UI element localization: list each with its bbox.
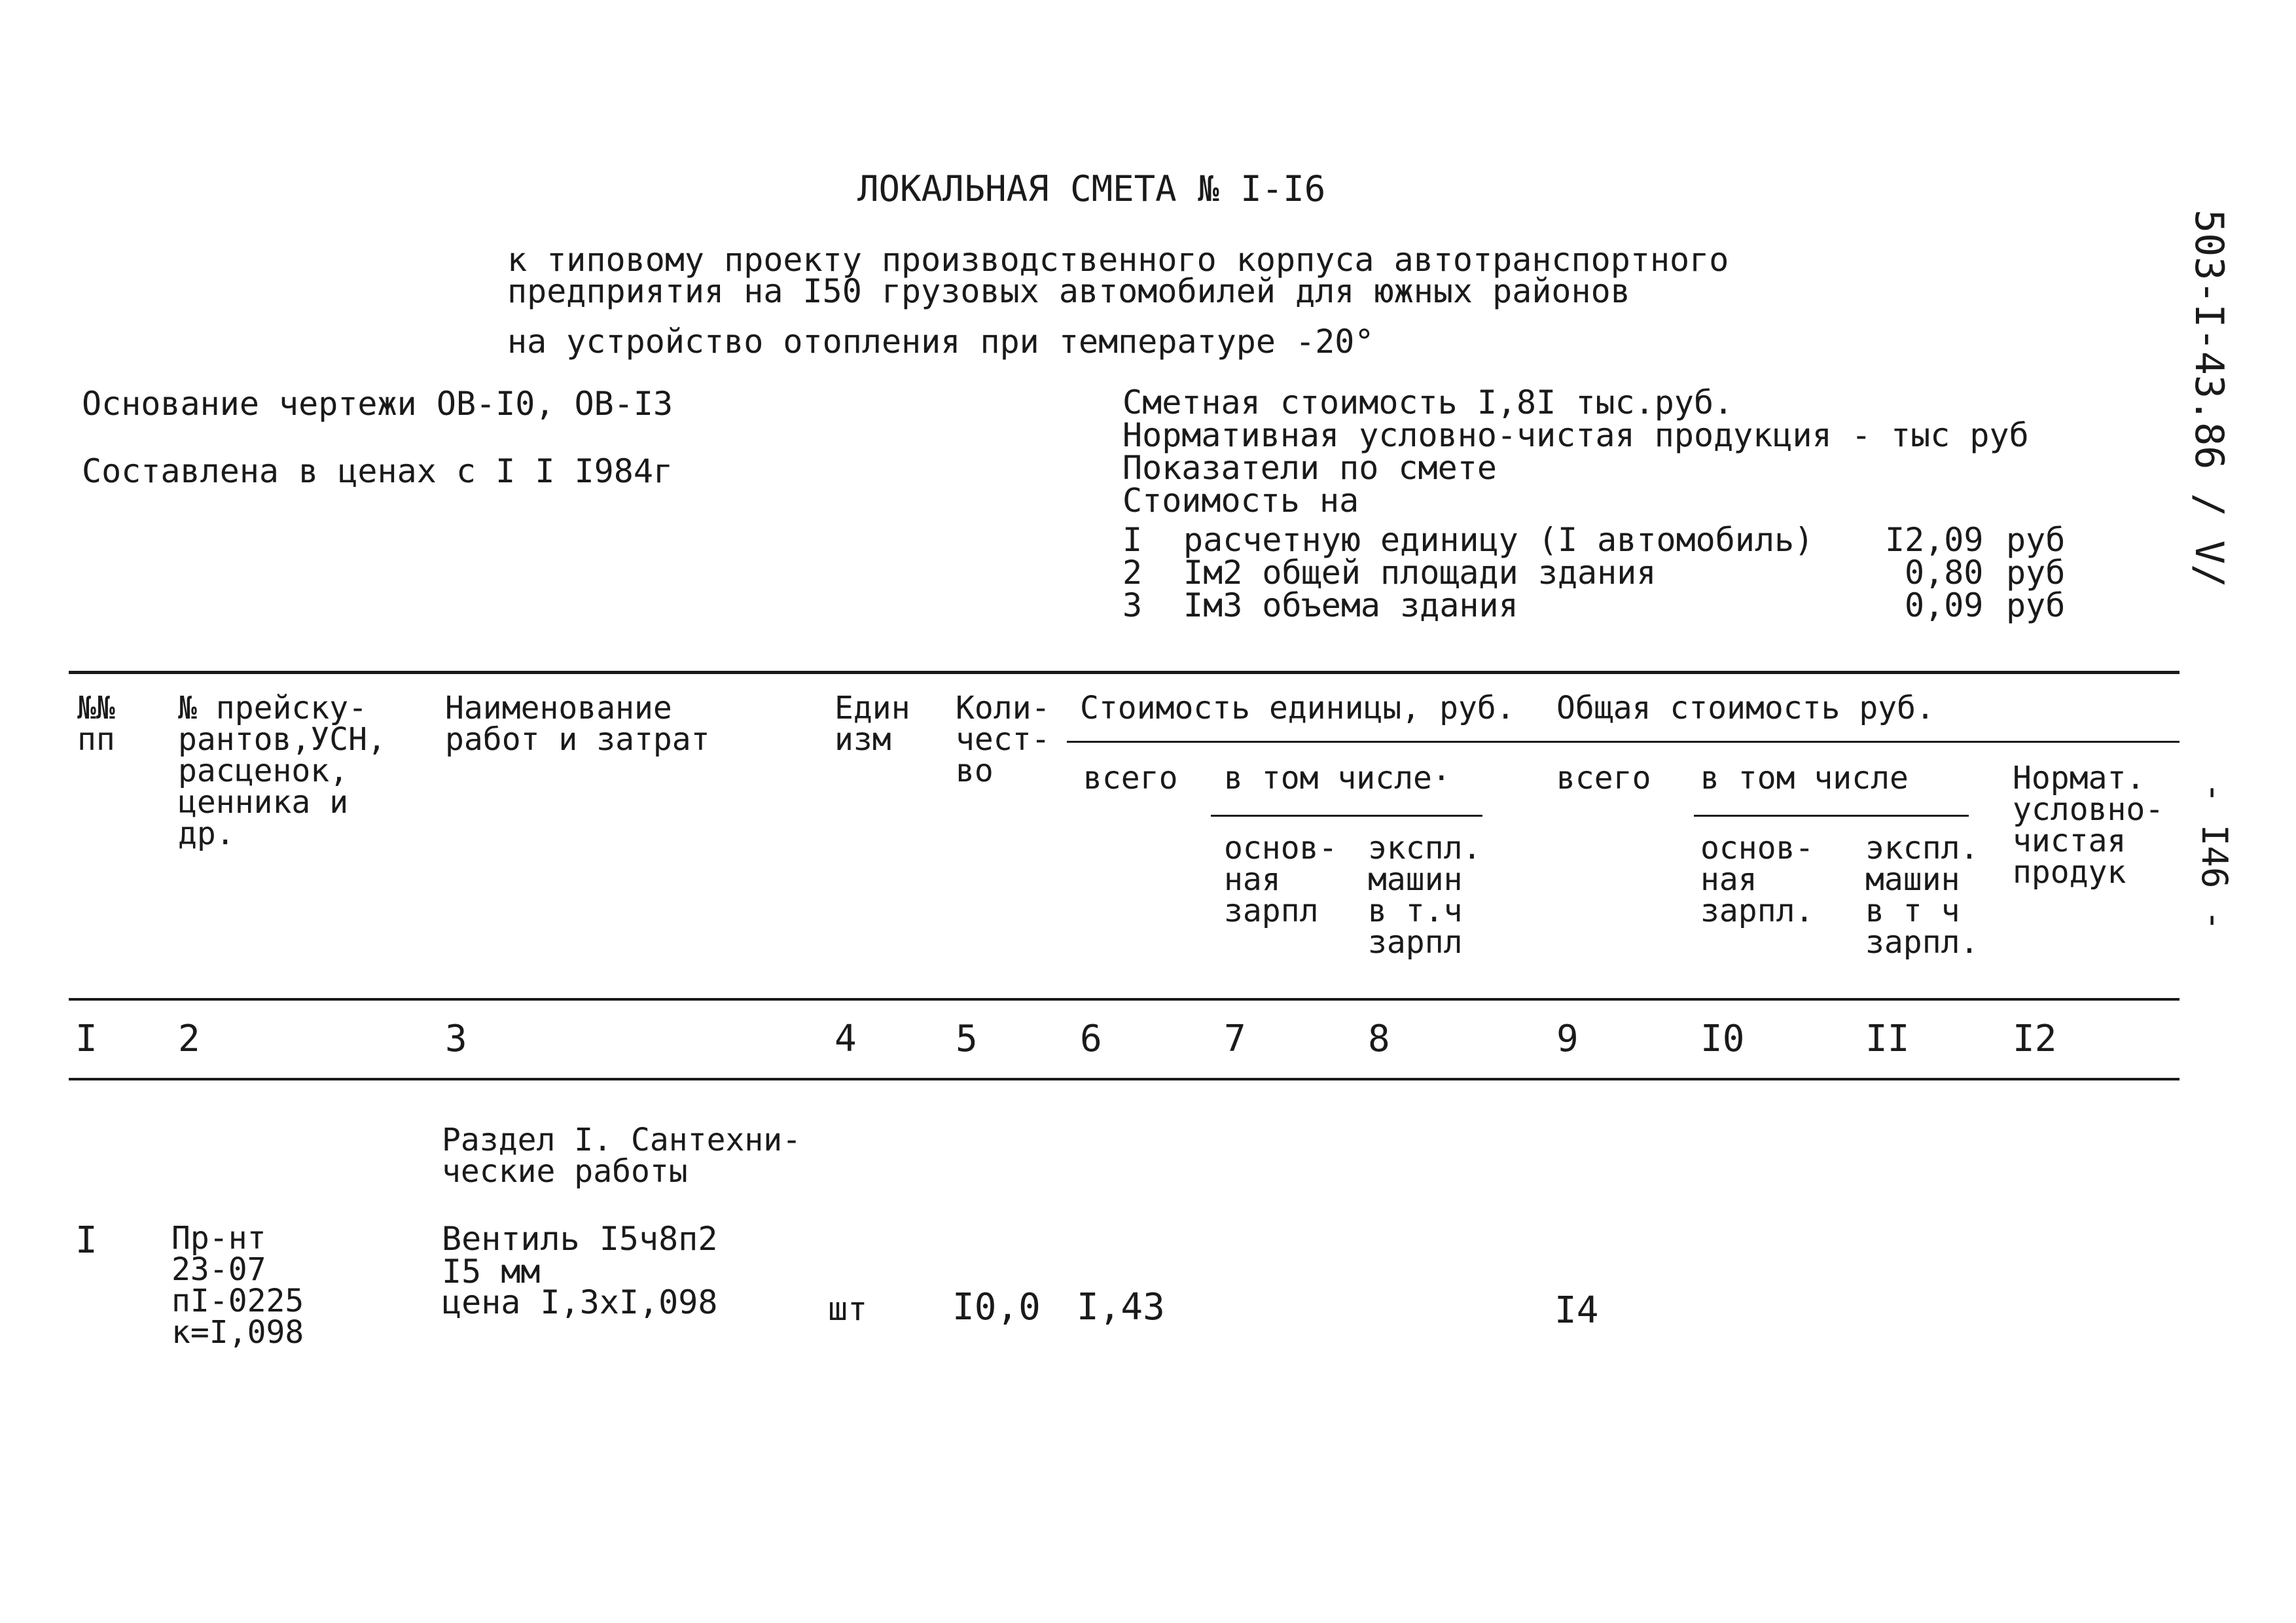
column-number: II: [1865, 1018, 1910, 1060]
row-price-line: цена I,3хI,098: [442, 1283, 718, 1321]
indicator-value: I2,09: [1885, 521, 1984, 559]
header-unit-incl: в том числе·: [1224, 760, 1451, 796]
row-total: I4: [1554, 1289, 1599, 1332]
header-total-all: всего: [1556, 760, 1651, 796]
subtitle-line-2: предприятия на I50 грузовых автомобилей для южных районов: [507, 272, 1630, 310]
column-number: 6: [1080, 1018, 1102, 1060]
indicator-unit: руб: [2006, 586, 2066, 624]
header-total-cost: Общая стоимость руб.: [1556, 690, 1935, 726]
column-number: I2: [2013, 1018, 2057, 1060]
row-quantity: I0,0: [952, 1286, 1041, 1329]
row-name: Вентиль I5ч8п2 I5 мм: [442, 1220, 718, 1291]
prices-line: Составлена в ценах с I I I984г: [82, 452, 673, 490]
section-heading: Раздел I. Сантехни- ческие работы: [442, 1122, 802, 1190]
header-unit-total: всего: [1083, 760, 1178, 796]
side-code: 503-I-43.86 / V/: [2186, 209, 2232, 588]
subtitle-line-1: к типовому проекту производственного корпуса автотранспортного: [507, 241, 1729, 279]
indicator-label: расчетную единицу (I автомобиль): [1183, 521, 1814, 559]
row-number: I: [75, 1219, 98, 1262]
indicator-number: I: [1122, 521, 1143, 559]
header-machines: экспл. машин в т.ч зарпл: [1368, 830, 1482, 961]
header-col-2: № прейску- рантов,УСН, расценок, ценника и др.: [178, 690, 386, 852]
column-number: 9: [1556, 1018, 1579, 1060]
cost-line: Показатели по смете: [1122, 449, 1497, 487]
cost-summary: [1122, 383, 2029, 520]
indicator-number: 2: [1122, 554, 1143, 592]
header-unit-cost: Стоимость единицы, руб.: [1080, 690, 1515, 726]
row-unit: шт: [828, 1290, 868, 1328]
header-bottom-rule: [69, 998, 2179, 1001]
header-wage: основ- ная зарпл: [1224, 830, 1338, 929]
indicator-label: Iм3 объема здания: [1183, 586, 1518, 624]
header-wage-total: основ- ная зарпл.: [1700, 830, 1814, 929]
indicator-unit: руб: [2006, 554, 2066, 592]
header-total-incl: в том числе: [1700, 760, 1909, 796]
column-number: 2: [178, 1018, 200, 1060]
header-col-1: №№ пп: [77, 690, 115, 758]
page-title: ЛОКАЛЬНАЯ СМЕТА № I-I6: [857, 168, 1326, 209]
indicator-row: [1122, 521, 1143, 559]
column-number: 5: [956, 1018, 978, 1060]
header-machines-total: экспл. машин в т ч зарпл.: [1865, 830, 1979, 961]
unit-cost-incl-rule: [1211, 815, 1482, 817]
cost-line: Нормативная условно-чистая продукция - тыс руб: [1122, 416, 2029, 454]
basis-line: Основание чертежи ОВ-I0, ОВ-I3: [82, 385, 673, 423]
indicator-value: 0,09: [1905, 586, 1984, 624]
header-col-3: Наименование работ и затрат: [445, 690, 710, 758]
column-number: I0: [1700, 1018, 1745, 1060]
cost-line: Сметная стоимость I,8I тыс.руб.: [1122, 383, 1734, 421]
total-cost-incl-rule: [1694, 815, 1969, 817]
header-col-5: Коли- чест- во: [956, 690, 1050, 789]
row-code: Пр-нт 23-07 пI-0225 к=I,098: [171, 1220, 304, 1351]
column-number: 7: [1224, 1018, 1246, 1060]
row-unit-total: I,43: [1077, 1286, 1165, 1329]
indicator-label: Iм2 общей площади здания: [1183, 554, 1657, 592]
indicator-unit: руб: [2006, 521, 2066, 559]
colnum-bottom-rule: [69, 1078, 2179, 1080]
column-number: I: [75, 1018, 98, 1060]
column-number: 4: [834, 1018, 857, 1060]
indicator-value: 0,80: [1905, 554, 1984, 592]
column-number: 3: [445, 1018, 467, 1060]
purpose-line: на устройство отопления при температуре -20°: [507, 323, 1374, 361]
indicator-number: 3: [1122, 586, 1143, 624]
header-subrule: [1067, 741, 2179, 743]
column-number: 8: [1368, 1018, 1390, 1060]
page-number: - I46 -: [2194, 782, 2235, 931]
table-top-rule: [69, 671, 2179, 674]
header-col-4: Един изм: [834, 690, 910, 758]
cost-line: Стоимость на: [1122, 482, 1359, 520]
header-norm-product: Нормат. условно- чистая продук: [2013, 760, 2164, 891]
